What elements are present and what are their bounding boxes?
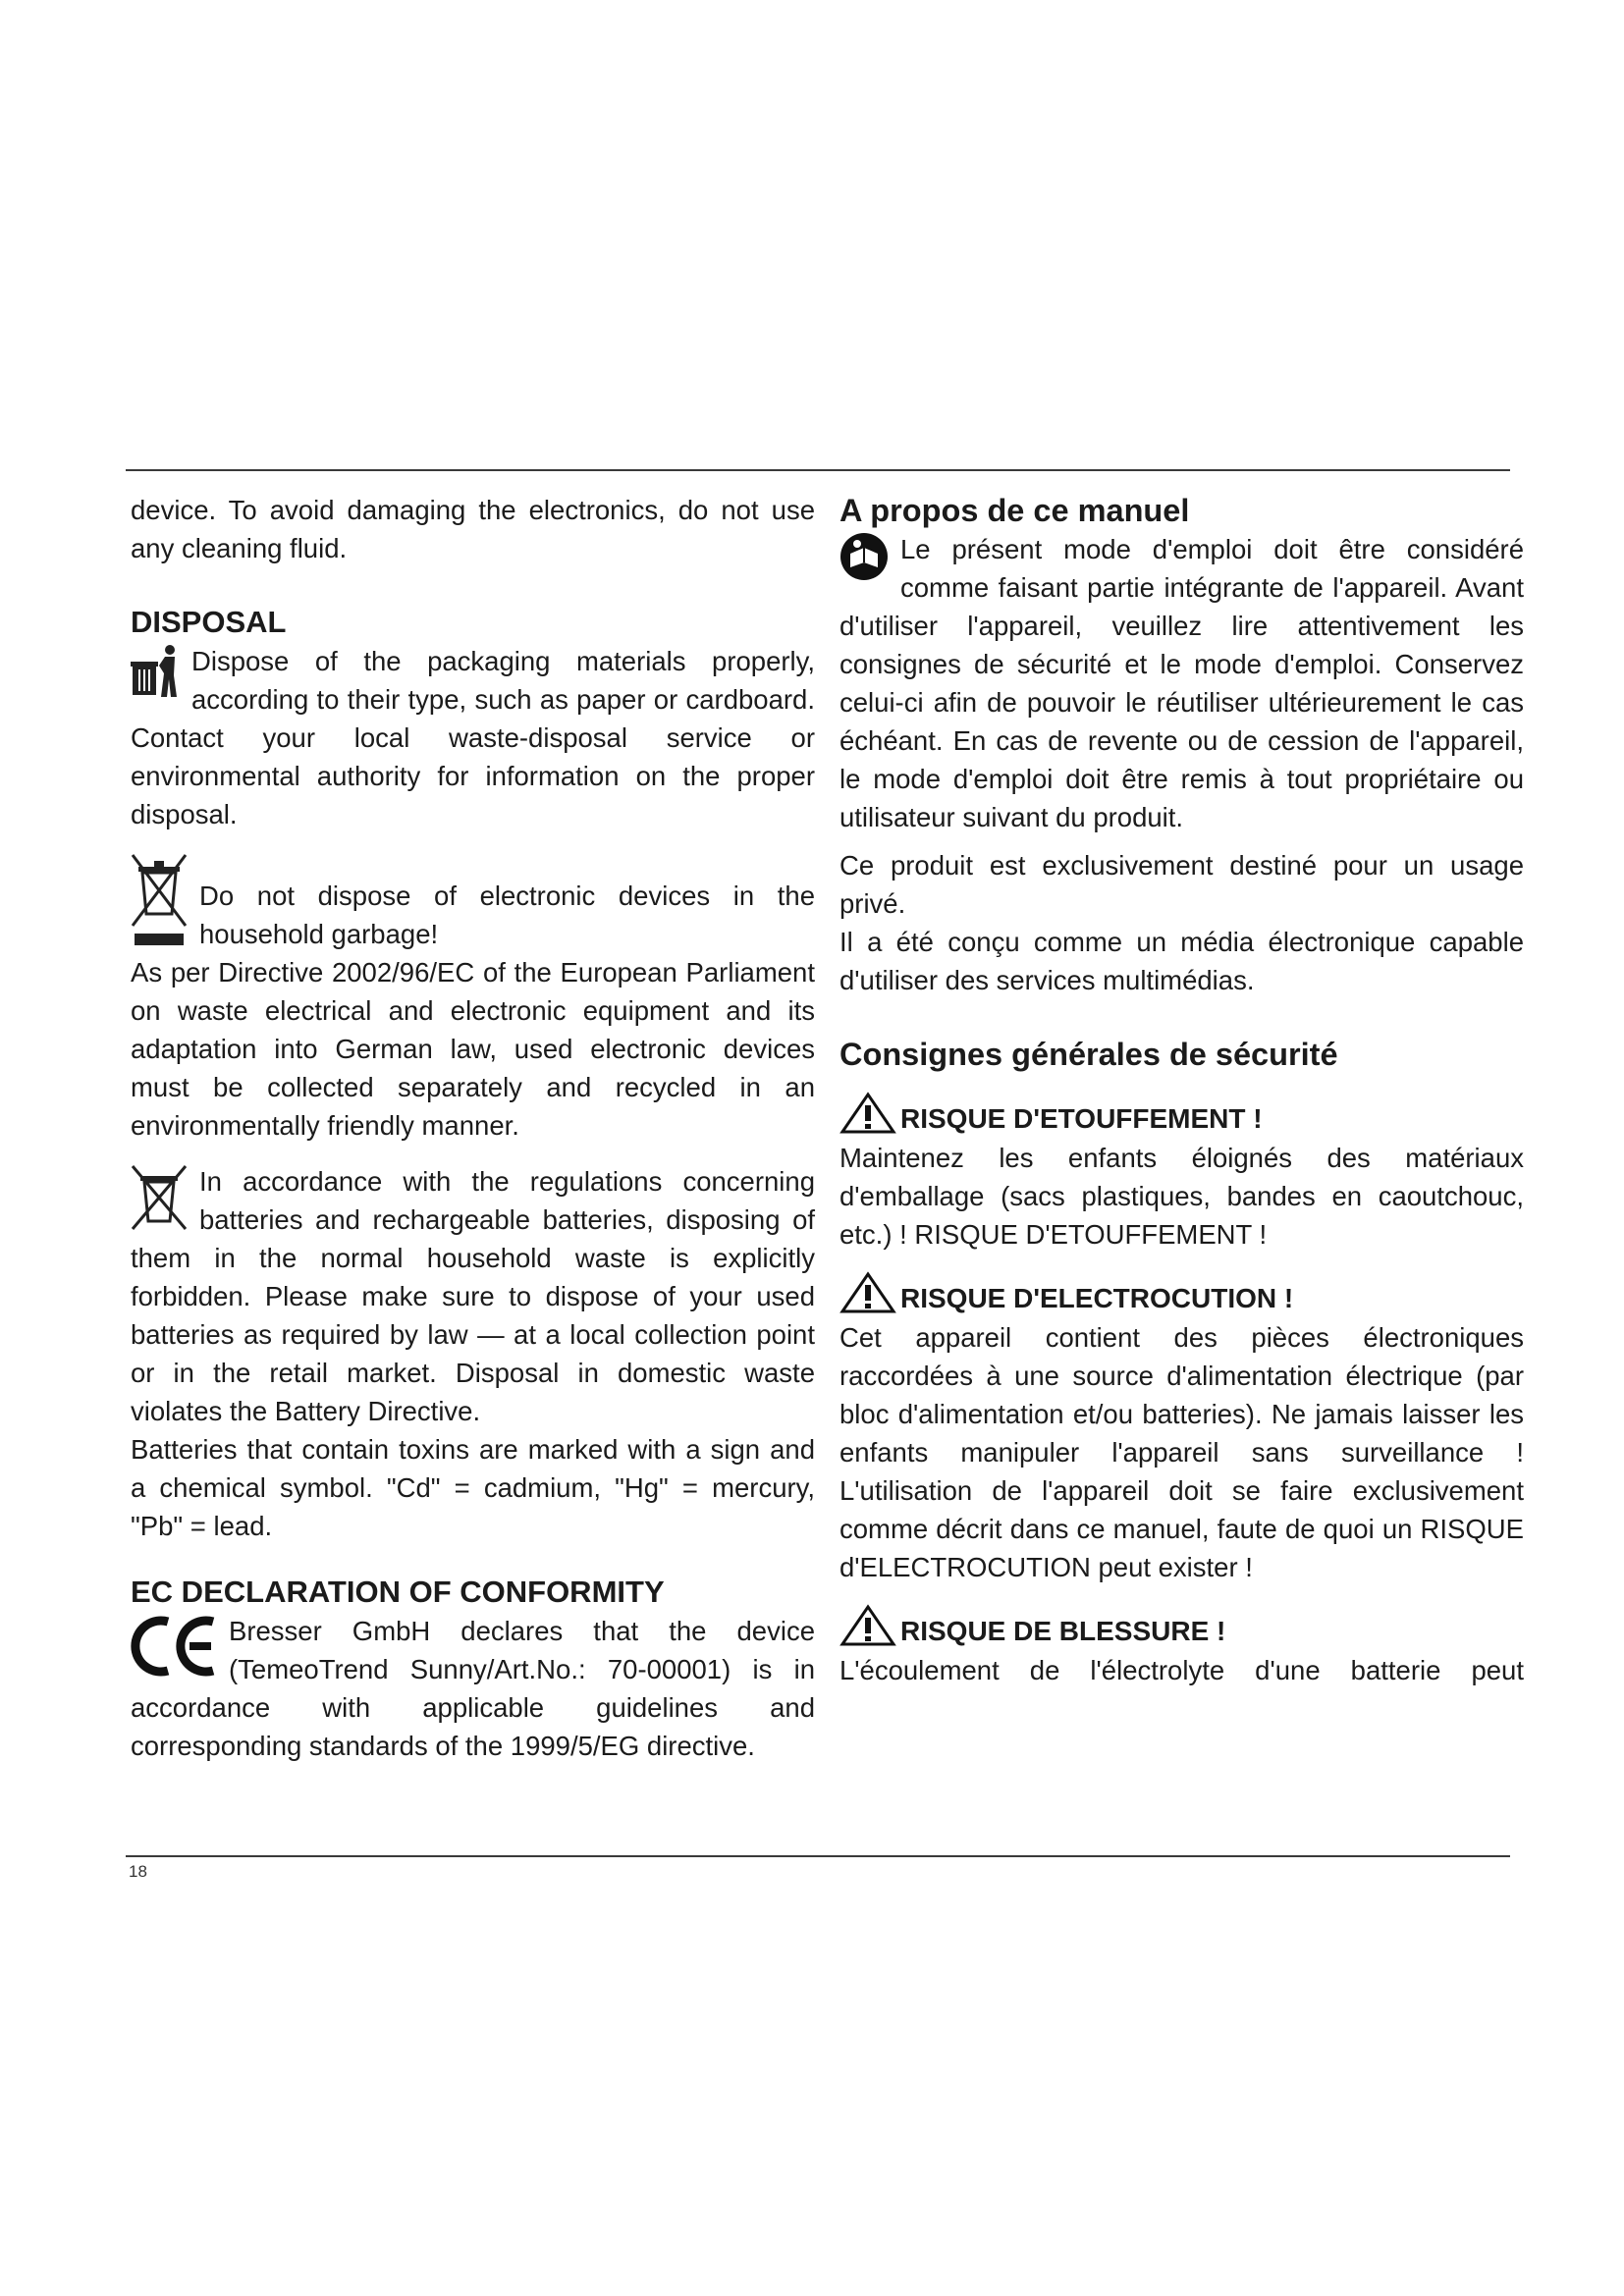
page-number: 18	[129, 1862, 147, 1881]
warning-choking-text: Maintenez les enfants éloignés des matériaux d'emballage (sacs plastiques, bandes en caoutchouc, etc.) ! RISQUE D'ETOUFFEMENT !	[839, 1143, 1524, 1250]
batteries-text: In accordance with the regulations concerning batteries and rechargeable batteries, disposing of them in the normal household waste is explicitly forbidden. Please make sure to dispose of your used batteries as required by law — at a local collection point or in the retail market. Disposal in domestic waste violates the Battery Directive.	[131, 1166, 815, 1426]
read-manual-icon	[839, 532, 889, 581]
warning-electrocution-heading	[839, 1271, 1524, 1318]
toxins-text: Batteries that contain toxins are marked with a sign and a chemical symbol. "Cd" = cadmium, "Hg" = mercury, "Pb" = lead.	[131, 1434, 815, 1541]
bottom-rule	[126, 1855, 1510, 1857]
about-text-3: Il a été conçu comme un média électronique capable d'utiliser des services multimédias.	[839, 927, 1524, 995]
warning-electrocution-title: RISQUE D'ELECTROCUTION !	[900, 1283, 1294, 1313]
warning-electrocution-text: Cet appareil contient des pièces électroniques raccordées à une source d'alimentation électrique (par bloc d'alimentation et/ou batteries). Ne jamais laisser les enfants manipuler l'appareil sans surveillance ! L'utilisation de l'appareil doit se faire exclusivement comme décrit dans ce manuel, faute de quoi un RISQUE d'ELECTROCUTION peut exister !	[839, 1322, 1524, 1582]
left-column	[131, 491, 815, 1765]
warning-triangle-icon	[839, 1604, 896, 1647]
warning-choking-title: RISQUE D'ETOUFFEMENT !	[900, 1103, 1263, 1134]
weee-crossed-bin-icon	[131, 853, 188, 947]
warning-triangle-icon	[839, 1092, 896, 1135]
safety-heading: Consignes générales de sécurité	[839, 1037, 1338, 1072]
warning-choking-heading	[839, 1092, 1524, 1139]
about-heading: A propos de ce manuel	[839, 493, 1190, 528]
ec-heading: EC DECLARATION OF CONFORMITY	[131, 1575, 665, 1609]
ce-mark-icon	[131, 1614, 217, 1679]
warning-injury-title: RISQUE DE BLESSURE !	[900, 1616, 1226, 1646]
electronic-devices-text: Do not dispose of electronic devices in the household garbage!	[199, 881, 815, 949]
intro-text: device. To avoid damaging the electronics, do not use any cleaning fluid.	[131, 495, 815, 563]
ec-text: Bresser GmbH declares that the device (TemeoTrend Sunny/Art.No.: 70-00001) is in accordance with applicable guidelines and corresponding standards of the 1999/5/EG directive.	[131, 1616, 815, 1761]
top-rule	[126, 469, 1510, 471]
directive-text: As per Directive 2002/96/EC of the European Parliament on waste electrical and electronic equipment and its adaptation into German law, used electronic devices must be collected separately and recycled in an environmentally friendly manner.	[131, 957, 815, 1141]
about-text-2: Ce produit est exclusivement destiné pour un usage privé.	[839, 850, 1524, 919]
about-text-1: Le présent mode d'emploi doit être considéré comme faisant partie intégrante de l'appareil. Avant d'utiliser l'appareil, veuillez lire attentivement les consignes de sécurité et le mode d'emploi. Conservez celui-ci afin de pouvoir le réutiliser ultérieurement le cas échéant. En cas de revente ou de cession de l'appareil, le mode d'emploi doit être remis à tout propriétaire ou utilisateur suivant du produit.	[839, 534, 1524, 832]
recycle-bin-person-icon	[131, 644, 180, 699]
right-column	[839, 491, 1524, 1689]
packaging-text: Dispose of the packaging materials properly, according to their type, such as paper or cardboard. Contact your local waste-disposal service or environmental authority for information on the proper disposal.	[131, 646, 815, 829]
warning-injury-text: L'écoulement de l'électrolyte d'une batterie peut	[839, 1655, 1524, 1685]
warning-injury-heading	[839, 1604, 1524, 1651]
disposal-heading: DISPOSAL	[131, 605, 287, 639]
battery-crossed-bin-icon	[131, 1164, 188, 1231]
warning-triangle-icon	[839, 1271, 896, 1314]
